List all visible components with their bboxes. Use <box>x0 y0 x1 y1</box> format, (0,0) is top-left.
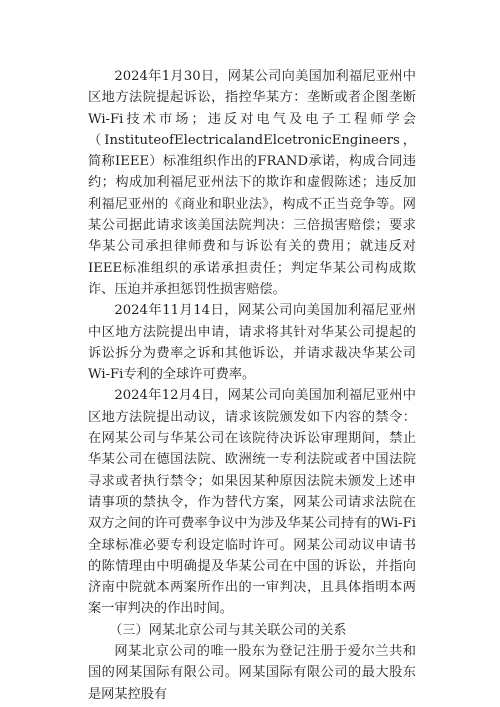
paragraph-lawsuit-filing: 2024年1月30日，网某公司向美国加利福尼亚州中区地方法院提起诉讼，指控华某方：垄断或者企图垄断Wi-Fi技术市场；违反对电气及电子工程师学会（InstituteofElectricalandElcetronicEngineers，简称IEEE）标准组织作出的FRAND承诺，构成合同违约；构成加利福尼亚州法下的欺诈和虚假陈述；违反加利福尼亚州的《商业和职业法》，构成不正当竞争等。网某公司据此请求该美国法院判决：三倍损害赔偿；要求华某公司承担律师费和与诉讼有关的费用；就违反对IEEE标准组织的承诺承担责任；判定华某公司构成欺诈、压迫并承担惩罚性损害赔偿。 <box>88 69 416 297</box>
document-page <box>88 66 416 705</box>
paragraph-injunction-motion: 2024年12月4日，网某公司向美国加利福尼亚州中区地方法院提出动议，请求该院颁发如下内容的禁令：在网某公司与华某公司在该院待决诉讼审理期间，禁止华某公司在德国法院、欧洲统一专利法院或者中国法院寻求或者执行禁令；如果因某种原因法院未颁发上述申请事项的禁执令，作为替代方案，网某公司请求法院在双方之间的许可费率争议中为涉及华某公司持有的Wi-Fi全球标准必要专利设定临时许可。网某公司动议申请书的陈情理由中明确提及华某公司在中国的诉讼，并指向济南中院就本两案所作出的一审判决，且具体指明本两案一审判决的作出时间。 <box>88 388 416 617</box>
paragraph-rate-application: 2024年11月14日，网某公司向美国加利福尼亚州中区地方法院提出申请，请求将其针对华某公司提起的诉讼拆分为费率之诉和其他诉讼，并请求裁决华某公司Wi-Fi专利的全球许可费率。 <box>88 303 416 383</box>
section-heading: （三）网某北京公司与其关联公司的关系 <box>109 622 347 638</box>
paragraph-shareholder: 网某北京公司的唯一股东为登记注册于爱尔兰共和国的网某国际有限公司。网某国际有限公司的最大股东是网某控股有 <box>88 644 416 702</box>
